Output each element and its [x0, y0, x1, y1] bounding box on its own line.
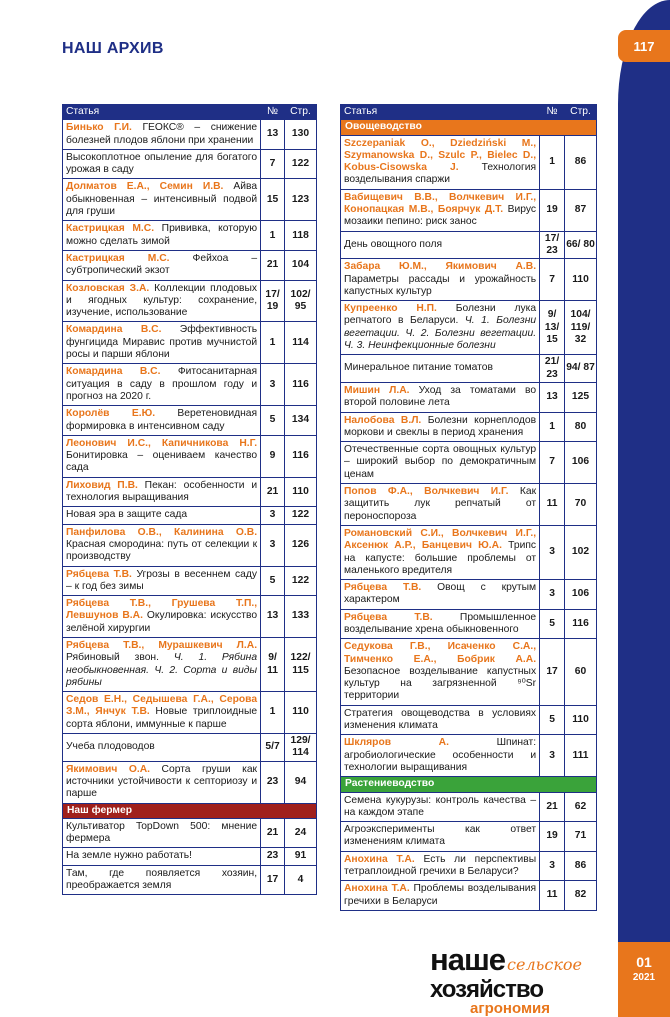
article-cell	[341, 851, 540, 881]
article-author: Бинько Г.И.	[66, 122, 132, 134]
issue-number-cell: 7	[261, 149, 285, 179]
page-number-cell: 122/ 115	[285, 637, 317, 691]
article-cell	[63, 848, 261, 865]
section-row	[63, 803, 317, 818]
article-title: День овощного поля	[344, 238, 443, 250]
article-title: Агроэксперименты как ответ изменениям климата	[344, 824, 537, 848]
article-title: Учеба плодоводов	[66, 741, 155, 753]
article-cell	[341, 259, 540, 301]
article-title: Эффективность фунгицида Миравис против мучнистой росы и парши яблони	[66, 324, 258, 361]
article-author: Комардина В.С.	[66, 324, 162, 336]
article-title: Вирус мозаики пепино: риск занос	[344, 204, 537, 228]
table-row	[63, 364, 317, 406]
table-row	[63, 566, 317, 596]
issue-number-cell: 21	[261, 818, 285, 848]
page-number-cell: 134	[285, 406, 317, 436]
issue-number-cell: 19	[540, 189, 565, 231]
article-cell	[341, 881, 540, 911]
issue-number-cell: 3	[540, 580, 565, 610]
table-row	[341, 382, 597, 412]
article-author: Вабищевич В.В., Волчкевич И.Г., Конопацкая М.В., Боярчук Д.Т.	[344, 191, 537, 216]
article-author: Шкляров А.	[344, 737, 449, 749]
article-title: Отечественные сорта овощных культур – широкий выбор по демократичным ценам	[344, 444, 537, 480]
article-author: Кастрицкая М.С.	[66, 252, 170, 264]
table-row	[341, 484, 597, 526]
issue-number-cell: 23	[261, 761, 285, 803]
page-number-cell: 116	[565, 609, 597, 639]
page-number-cell: 110	[565, 705, 597, 735]
page-number-cell: 118	[285, 221, 317, 251]
table-row	[63, 149, 317, 179]
issue-number-cell: 17/ 19	[261, 280, 285, 322]
article-cell	[63, 637, 261, 691]
issue-number-cell: 17	[261, 865, 285, 895]
article-author: Мишин Л.А.	[344, 384, 410, 396]
article-title: ГЕОКС® – снижение болезней плодов яблони при хранении	[66, 122, 258, 146]
article-author: Попов Ф.А., Волчкевич И.Г.	[344, 486, 509, 498]
table-row	[341, 301, 597, 355]
article-title: Высокоплотное опыление для богатого урожая в саду	[66, 151, 258, 176]
issue-number-cell: 19	[540, 822, 565, 852]
article-title: Есть ли перспективы тетраплоидной гречихи в Беларуси?	[344, 853, 537, 878]
table-row	[341, 705, 597, 735]
article-cell	[341, 822, 540, 852]
article-title: Овощ с крутым характером	[344, 582, 537, 606]
article-cell	[341, 525, 540, 579]
table-row	[341, 735, 597, 777]
article-cell	[63, 120, 261, 150]
table-row	[341, 412, 597, 442]
page-number-cell: 4	[285, 865, 317, 895]
logo-word-selskoe: сельское	[507, 955, 582, 974]
header-page: Стр.	[285, 105, 317, 120]
article-cell	[341, 792, 540, 822]
article-author: Анохина Т.А.	[344, 883, 410, 895]
page-number-cell: 91	[285, 848, 317, 865]
page-number-cell: 102	[565, 525, 597, 579]
page-number-cell: 62	[565, 792, 597, 822]
article-cell	[63, 507, 261, 524]
page-number-cell: 129/ 114	[285, 734, 317, 762]
article-cell	[63, 692, 261, 734]
page-number-cell: 70	[565, 484, 597, 526]
article-title: Культиватор TopDown 500: мнение фермера	[66, 820, 258, 845]
page-number-cell: 60	[565, 639, 597, 705]
table-row	[341, 442, 597, 484]
issue-number-cell: 23	[261, 848, 285, 865]
issue-number-cell: 13	[540, 382, 565, 412]
issue-number-cell: 17	[540, 639, 565, 705]
article-title: Стратегия овощеводства в условиях изменения климата	[344, 707, 537, 732]
table-row	[63, 761, 317, 803]
article-author: Купреенко Н.П.	[344, 303, 437, 315]
article-author: Якимович О.А.	[66, 763, 150, 775]
table-row	[341, 189, 597, 231]
article-cell	[341, 355, 540, 383]
article-cell	[63, 818, 261, 848]
issue-number-cell: 3	[261, 524, 285, 566]
page-number-cell: 80	[565, 412, 597, 442]
issue-number-cell: 7	[540, 259, 565, 301]
page-number-cell: 122	[285, 149, 317, 179]
issue-number-cell: 3	[540, 735, 565, 777]
table-row	[63, 637, 317, 691]
section-row	[341, 777, 597, 792]
table-row	[341, 525, 597, 579]
article-title: Новая эра в защите сада	[66, 509, 188, 521]
page-number-cell: 86	[565, 851, 597, 881]
article-cell	[63, 364, 261, 406]
article-cell	[341, 609, 540, 639]
article-cell	[63, 179, 261, 221]
page-number-cell: 106	[565, 580, 597, 610]
section-label: Овощеводство	[341, 120, 597, 135]
issue-number-cell: 21	[540, 792, 565, 822]
article-title: Веретеновидная формировка в интенсивном саду	[66, 408, 258, 432]
section-label: Растениеводство	[341, 777, 597, 792]
article-title: Прививка, которую можно сделать зимой	[66, 223, 258, 247]
table-row	[63, 120, 317, 150]
table-row	[341, 355, 597, 383]
article-title: Минеральное питание томатов	[344, 362, 493, 374]
issue-number-cell: 1	[540, 135, 565, 189]
table-row	[63, 524, 317, 566]
issue-number-cell: 3	[261, 364, 285, 406]
page-number-cell: 94/ 87	[565, 355, 597, 383]
article-title: Бонитировка – оцениваем качество сада	[66, 450, 258, 474]
article-author: Козловская З.А.	[66, 282, 150, 294]
logo-word-agronomiya: агрономия	[470, 1000, 551, 1017]
article-author: Панфилова О.В., Калинина О.В.	[66, 526, 258, 538]
article-author: Королёв Е.Ю.	[66, 408, 156, 420]
article-title: Новые триплоидные сорта яблони, иммунные к парше	[66, 706, 258, 730]
right-archive-table	[340, 104, 597, 911]
side-decoration-bar	[618, 0, 670, 1017]
page-number-cell: 130	[285, 120, 317, 150]
article-author: Забара Ю.М., Якимович А.В.	[344, 261, 537, 273]
page-number-cell: 116	[285, 364, 317, 406]
article-title: Фитосанитарная ситуация в саду в прошлом году и прогноз на 2020 г.	[66, 366, 258, 402]
article-author: Szczepaniak O., Dziedziński M., Szymanowska D., Szulc P., Bielec D., Kobus-Cisowska J.	[344, 137, 537, 174]
article-title: Болезни корнеплодов моркови и свеклы в период хранения	[344, 414, 537, 438]
table-row	[341, 259, 597, 301]
article-title: Промышленное возделывание хрена обыкновенного	[344, 611, 537, 635]
page-number-cell: 122	[285, 566, 317, 596]
table-row	[341, 231, 597, 259]
article-author: Комардина В.С.	[66, 366, 161, 378]
page-number-cell: 110	[285, 477, 317, 507]
page-number-cell: 116	[285, 435, 317, 477]
article-cell	[341, 442, 540, 484]
article-title: Болезни лука репчатого в Беларуси.	[344, 303, 537, 327]
article-author: Седукова Г.В., Исаченко С.А., Тимченко Е.А., Бобрик А.А.	[344, 641, 537, 665]
article-author: Рябцева Т.В.	[344, 582, 422, 594]
page-number-cell: 86	[565, 135, 597, 189]
article-title: Параметры рассады и урожайность капустных культур	[344, 273, 537, 297]
page-number-cell: 114	[285, 322, 317, 364]
article-cell	[341, 189, 540, 231]
table-row	[63, 280, 317, 322]
issue-number-cell: 3	[540, 525, 565, 579]
page-number-cell: 71	[565, 822, 597, 852]
table-row	[63, 221, 317, 251]
page-number-cell: 110	[285, 692, 317, 734]
article-cell	[341, 382, 540, 412]
table-row	[63, 848, 317, 865]
page-number-cell: 94	[285, 761, 317, 803]
article-title: Как защитить лук репчатый от пероноспороза	[344, 486, 537, 522]
issue-number-cell: 21	[261, 477, 285, 507]
article-cell	[341, 580, 540, 610]
article-title: Коллекции плодовых и ягодных культур: сохранение, изучение, использование	[66, 282, 258, 319]
section-row	[341, 120, 597, 135]
left-archive-table	[62, 104, 317, 895]
table-row	[63, 179, 317, 221]
page-number-cell: 111	[565, 735, 597, 777]
page-number-cell: 106	[565, 442, 597, 484]
article-cell	[341, 705, 540, 735]
table-row	[341, 792, 597, 822]
table-row	[63, 507, 317, 524]
table-row	[341, 580, 597, 610]
article-title: Пекан: особенности и технология выращивания	[66, 479, 258, 504]
article-title: Сорта груши как источники устойчивости к септориозу и парше	[66, 763, 258, 800]
article-title: Шпинат: агробиологические особенности и технологии выращивания	[344, 737, 537, 773]
issue-number-cell: 5	[540, 705, 565, 735]
article-title: Там, где появляется хозяин, преображается земля	[66, 867, 258, 892]
header-number: №	[540, 105, 565, 120]
article-author: Налобова В.Л.	[344, 414, 422, 426]
table-row	[63, 692, 317, 734]
magazine-logo	[430, 942, 610, 1017]
header-article: Статья	[63, 105, 261, 120]
article-title: Уход за томатами во второй половине лета	[344, 384, 537, 409]
page-number-cell: 125	[565, 382, 597, 412]
article-cell	[63, 221, 261, 251]
issue-number-cell: 5	[540, 609, 565, 639]
table-row	[63, 477, 317, 507]
article-subtitle: Ч. 1. Рябина необыкновенная. Ч. 2. Сорта и виды рябины	[66, 652, 258, 688]
page-number-cell: 122	[285, 507, 317, 524]
table-row	[341, 609, 597, 639]
table-row	[63, 818, 317, 848]
page-number-cell: 133	[285, 596, 317, 638]
issue-number-cell: 11	[540, 484, 565, 526]
article-cell	[63, 734, 261, 762]
table-row	[63, 596, 317, 638]
table-row	[341, 851, 597, 881]
article-cell	[63, 596, 261, 638]
logo-word-nashe: наше	[430, 942, 506, 977]
section-label: Наш фермер	[63, 803, 317, 818]
article-author: Рябцева Т.В., Мурашкевич Л.А.	[66, 639, 258, 651]
issue-number-cell: 1	[261, 692, 285, 734]
page-number: 117	[618, 30, 670, 62]
issue-number-cell: 1	[261, 221, 285, 251]
article-cell	[63, 566, 261, 596]
article-cell	[341, 301, 540, 355]
table-row	[63, 435, 317, 477]
article-title: Трипс на капусте: большие проблемы от маленького вредителя	[344, 540, 537, 576]
article-cell	[63, 149, 261, 179]
article-cell	[341, 484, 540, 526]
page-number-cell: 104	[285, 250, 317, 280]
table-row	[341, 822, 597, 852]
article-author: Рябцева Т.В., Грушева Т.П., Левшунов В.А.	[66, 598, 258, 622]
section-title: НАШ АРХИВ	[62, 40, 164, 57]
article-title: Рябиновый звон.	[66, 652, 174, 664]
article-author: Леонович И.С., Капичникова Н.Г.	[66, 437, 258, 449]
article-author: Романовский С.И., Волчкевич И.Г., Аксенюк А.Р., Банцевич Ю.А.	[344, 527, 537, 552]
page-number-cell: 102/ 95	[285, 280, 317, 322]
article-cell	[341, 231, 540, 259]
article-title: Безопасное возделывание капустных культур на загрязненной ⁹⁰Sr территории	[344, 665, 537, 702]
page-number-cell: 126	[285, 524, 317, 566]
article-cell	[341, 135, 540, 189]
page-number-cell: 66/ 80	[565, 231, 597, 259]
article-author: Лиховид П.В.	[66, 479, 138, 491]
table-row	[63, 322, 317, 364]
table-header-row	[63, 105, 317, 120]
article-cell	[341, 639, 540, 705]
article-title: Угрозы в весеннем саду – к год без зимы	[66, 568, 258, 592]
article-cell	[341, 735, 540, 777]
page-number-cell: 110	[565, 259, 597, 301]
issue-number-cell: 13	[261, 120, 285, 150]
article-subtitle: Ч. 1. Болезни вегетации. Ч. 2. Болезни вегетации. Ч. 3. Неинфекционные болезни	[344, 315, 537, 352]
article-cell	[63, 250, 261, 280]
issue-number-cell: 9/ 11	[261, 637, 285, 691]
issue-number-cell: 1	[261, 322, 285, 364]
page-number-cell: 24	[285, 818, 317, 848]
article-author: Кастрицкая М.С.	[66, 223, 155, 235]
table-row	[63, 250, 317, 280]
article-cell	[63, 322, 261, 364]
table-row	[63, 406, 317, 436]
table-row	[341, 135, 597, 189]
page-number-cell: 104/ 119/ 32	[565, 301, 597, 355]
table-row	[63, 734, 317, 762]
article-title: Айва обыкновенная – интенсивный подвой для груши	[66, 181, 258, 218]
issue-number-cell: 5/7	[261, 734, 285, 762]
table-row	[341, 881, 597, 911]
article-cell	[341, 412, 540, 442]
issue-number-cell: 5	[261, 566, 285, 596]
issue-number-cell: 5	[261, 406, 285, 436]
article-cell	[63, 524, 261, 566]
article-cell	[63, 280, 261, 322]
article-cell	[63, 406, 261, 436]
article-title: Красная смородина: путь от селекции к производству	[66, 538, 258, 563]
issue-number-cell: 1	[540, 412, 565, 442]
table-row	[341, 639, 597, 705]
issue-badge	[618, 942, 670, 1017]
issue-year: 2021	[632, 972, 656, 983]
page-number-cell: 82	[565, 881, 597, 911]
article-cell	[63, 435, 261, 477]
header-article: Статья	[341, 105, 540, 120]
issue-number-cell: 13	[261, 596, 285, 638]
logo-word-hozyaystvo: хозяйство	[430, 976, 543, 1003]
issue-number-cell: 11	[540, 881, 565, 911]
article-cell	[63, 865, 261, 895]
article-cell	[63, 477, 261, 507]
header-page: Стр.	[565, 105, 597, 120]
issue-number-cell: 7	[540, 442, 565, 484]
article-author: Долматов Е.А., Семин И.В.	[66, 181, 224, 193]
issue-number-cell: 9/ 13/ 15	[540, 301, 565, 355]
article-cell	[63, 761, 261, 803]
issue-number-cell: 21	[261, 250, 285, 280]
issue-number: 01	[636, 954, 652, 970]
header-number: №	[261, 105, 285, 120]
article-title: Проблемы возделывания гречихи в Беларуси	[344, 883, 537, 907]
page-number-cell: 87	[565, 189, 597, 231]
article-title: Семена кукурузы: контроль качества – на каждом этапе	[344, 794, 537, 818]
article-author: Седов Е.Н., Седышева Г.А., Серова З.М., Янчук Т.В.	[66, 694, 258, 718]
issue-number-cell: 3	[540, 851, 565, 881]
page-number-cell: 123	[285, 179, 317, 221]
article-title: На земле нужно работать!	[66, 850, 193, 862]
issue-number-cell: 17/ 23	[540, 231, 565, 259]
issue-number-cell: 15	[261, 179, 285, 221]
issue-number-cell: 9	[261, 435, 285, 477]
article-author: Анохина Т.А.	[344, 853, 415, 865]
article-title: Окулировка: искусство зелёной хирургии	[66, 610, 258, 634]
article-author: Рябцева Т.В.	[66, 568, 132, 580]
article-title: Технология возделывания спаржи	[344, 162, 537, 186]
article-title: Фейхоа – субтропический экзот	[66, 252, 258, 277]
article-author: Рябцева Т.В.	[344, 611, 433, 623]
table-row	[63, 865, 317, 895]
table-header-row	[341, 105, 597, 120]
issue-number-cell: 3	[261, 507, 285, 524]
issue-number-cell: 21/ 23	[540, 355, 565, 383]
